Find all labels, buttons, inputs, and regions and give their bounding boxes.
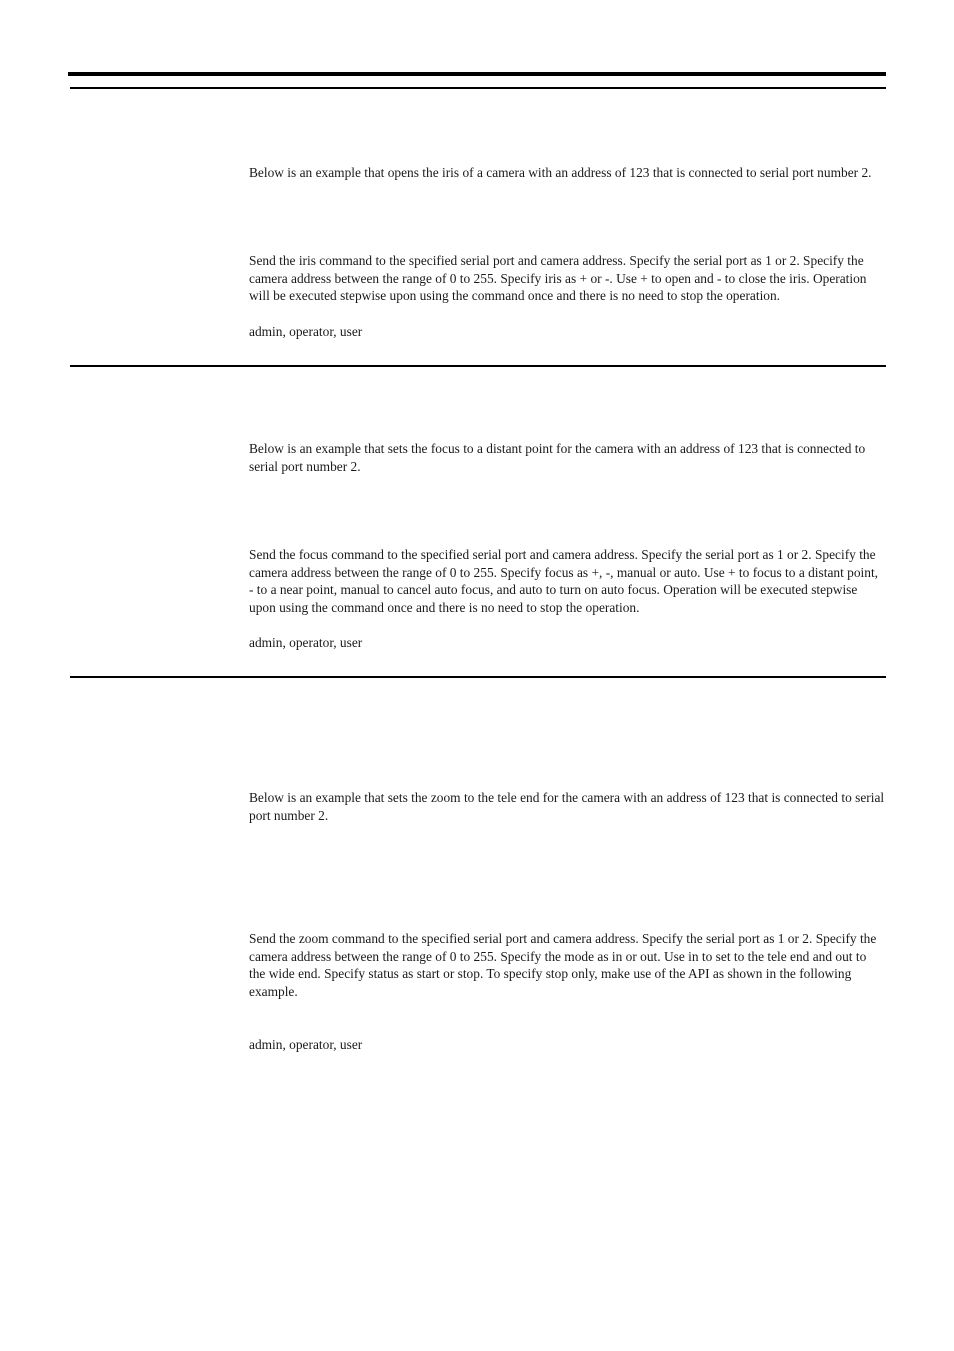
iris-example-text: Below is an example that opens the iris of a camera with an address of 123 that is connected to serial port number 2. xyxy=(249,165,872,180)
zoom-access-text: admin, operator, user xyxy=(249,1037,363,1052)
zoom-example-text: Below is an example that sets the zoom to the tele end for the camera with an address of 123 that is connected to serial port number 2. xyxy=(249,790,885,823)
zoom-description-text: Send the zoom command to the specified serial port and camera address. Specify the serial port as 1 or 2. Specify the camera address between the range of 0 to 255. Specify the mode as in or out. Use in to set to the tele end and out to the wide end. Specify status as start or stop. To specify stop only, make use of the API as shown in the following example. xyxy=(249,931,877,999)
iris-access-text: admin, operator, user xyxy=(249,324,363,339)
header-rule-thick xyxy=(68,72,886,76)
iris-description-text: Send the iris command to the specified serial port and camera address. Specify the serial port as 1 or 2. Specify the camera address between the range of 0 to 255. Specify iris as + or -. Use + to open and - to close the iris. Operation will be executed stepwise upon using the command once and there is no need to stop the operation. xyxy=(249,253,867,304)
header-rule-thin xyxy=(70,87,886,89)
focus-example-text: Below is an example that sets the focus to a distant point for the camera with an address of 123 that is connected to serial port number 2. xyxy=(249,441,866,474)
focus-access-text: admin, operator, user xyxy=(249,635,363,650)
section-divider xyxy=(70,676,886,678)
section-divider xyxy=(70,365,886,367)
focus-description-text: Send the focus command to the specified serial port and camera address. Specify the serial port as 1 or 2. Specify the camera address between the range of 0 to 255. Specify focus as +, -, manual or auto. Use + to focus to a distant point, - to a near point, manual to cancel auto focus, and auto to turn on auto focus. Operation will be executed stepwise upon using the command once and there is no need to stop the operation. xyxy=(249,547,879,615)
